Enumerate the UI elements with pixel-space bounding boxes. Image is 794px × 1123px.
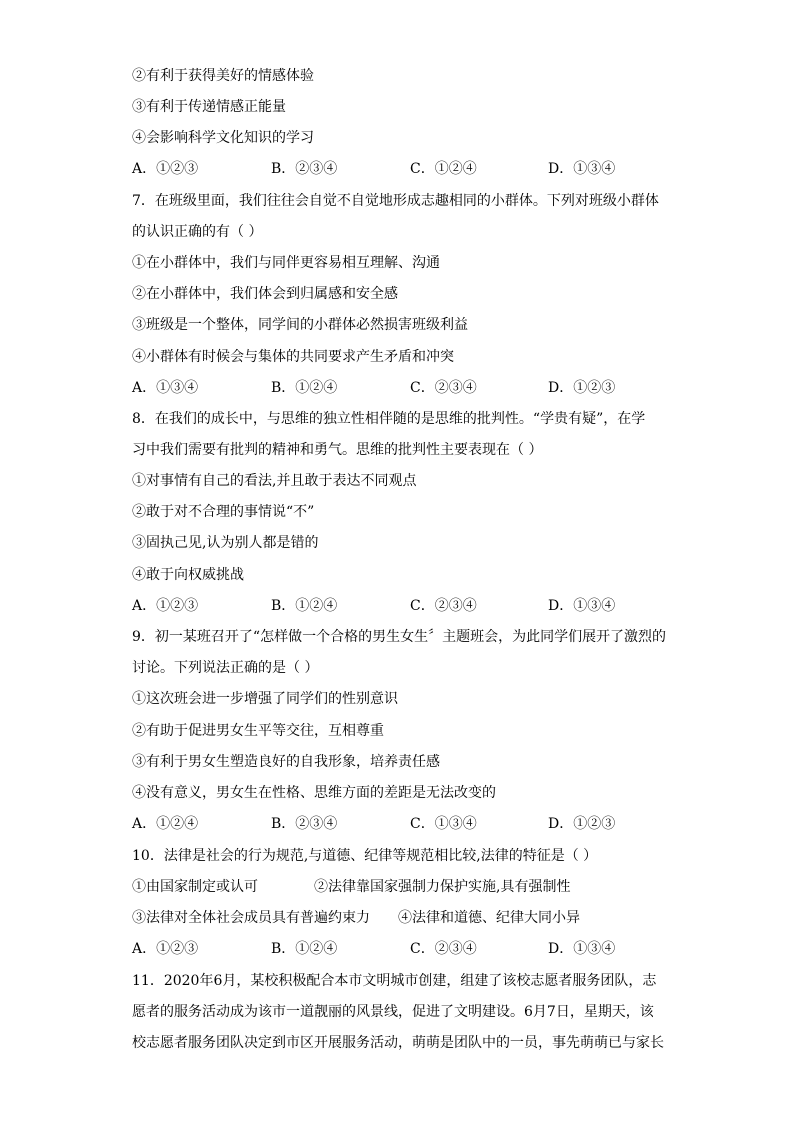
q7-item-1: ①在小群体中，我们与同伴更容易相互理解、沟通: [132, 255, 440, 271]
q9-option-c: C．①③④: [410, 816, 477, 832]
q9-stem-line-2: 讨论。下列说法正确的是（ ）: [132, 660, 319, 676]
q10-items-row-1: [132, 876, 692, 898]
q6-option-c: C．①②④: [410, 161, 477, 177]
q10-items-row-2: [132, 907, 692, 929]
q8-option-c: C．②③④: [410, 598, 477, 614]
q10-item-2: ②法律靠国家强制力保护实施,具有强制性: [314, 879, 571, 895]
q7-options: [132, 377, 672, 399]
q7-stem-line-2: 的认识正确的有（ ）: [132, 224, 263, 240]
q8-stem-line-1: 8．在我们的成长中，与思维的独立性相伴随的是思维的批判性。“学贵有疑”，在学: [132, 411, 646, 427]
q10-option-d: D．①③④: [548, 941, 616, 957]
q8-options: [132, 595, 672, 617]
q7-item-3: ③班级是一个整体，同学间的小群体必然损害班级利益: [132, 317, 468, 333]
q6-item-3: ③有利于传递情感正能量: [132, 99, 286, 115]
q11-stem-line-2: 愿者的服务活动成为该市一道靓丽的风景线，促进了文明建设。6月7日，星期天，该: [132, 1004, 654, 1020]
q6-item-2: ②有利于获得美好的情感体验: [132, 68, 314, 84]
q9-item-1: ①这次班会进一步增强了同学们的性别意识: [132, 691, 398, 707]
q8-option-d: D．①③④: [548, 598, 616, 614]
q7-item-4: ④小群体有时候会与集体的共同要求产生矛盾和冲突: [132, 349, 454, 365]
q9-item-4: ④没有意义，男女生在性格、思维方面的差距是无法改变的: [132, 785, 496, 801]
q9-option-a: A．①②④: [132, 816, 199, 832]
q7-stem-line-1: 7．在班级里面，我们往往会自觉不自觉地形成志趣相同的小群体。下列对班级小群体: [132, 193, 659, 209]
q8-item-2: ②敢于对不合理的事情说“不”: [132, 504, 315, 520]
q10-option-a: A．①②③: [132, 941, 199, 957]
q11-stem-line-3: 校志愿者服务团队决定到市区开展服务活动，萌萌是团队中的一员，事先萌萌已与家长: [132, 1035, 664, 1051]
q7-option-c: C．②③④: [410, 380, 477, 396]
q6-option-a: A．①②③: [132, 161, 199, 177]
q7-item-2: ②在小群体中，我们体会到归属感和安全感: [132, 286, 398, 302]
q8-option-b: B．①②④: [271, 598, 338, 614]
q10-item-4: ④法律和道德、纪律大同小异: [398, 910, 580, 926]
q9-options: [132, 813, 672, 835]
q7-option-a: A．①③④: [132, 380, 199, 396]
q11-stem-line-1: 11．2020年6月，某校积极配合本市文明城市创建，组建了该校志愿者服务团队，志: [132, 973, 657, 989]
q10-item-1: ①由国家制定或认可: [132, 879, 258, 895]
q9-stem-line-1: 9．初一某班召开了“怎样做一个合格的男生女生〞主题班会，为此同学们展开了激烈的: [132, 629, 667, 645]
q6-option-b: B．②③④: [271, 161, 338, 177]
q10-stem: 10．法律是社会的行为规范,与道德、纪律等规范相比较,法律的特征是（ ）: [132, 848, 598, 864]
q7-option-b: B．①②④: [271, 380, 338, 396]
q6-item-4: ④会影响科学文化知识的学习: [132, 130, 314, 146]
q6-options: [132, 158, 672, 180]
q7-option-d: D．①②③: [548, 380, 616, 396]
q10-options: [132, 938, 672, 960]
q10-option-b: B．①②④: [271, 941, 338, 957]
q8-stem-line-2: 习中我们需要有批判的精神和勇气。思维的批判性主要表现在（ ）: [132, 442, 543, 458]
q9-item-2: ②有助于促进男女生平等交往，互相尊重: [132, 723, 384, 739]
q9-item-3: ③有利于男女生塑造良好的自我形象，培养责任感: [132, 754, 440, 770]
q10-option-c: C．②③④: [410, 941, 477, 957]
q9-option-b: B．②③④: [271, 816, 338, 832]
q8-item-4: ④敢于向权威挑战: [132, 567, 244, 583]
q9-option-d: D．①②③: [548, 816, 616, 832]
q6-option-d: D．①③④: [548, 161, 616, 177]
q8-option-a: A．①②③: [132, 598, 199, 614]
q8-item-3: ③固执己见,认为别人都是错的: [132, 535, 319, 551]
q8-item-1: ①对事情有自己的看法,并且敢于表达不同观点: [132, 473, 417, 489]
q10-item-3: ③法律对全体社会成员具有普遍约束力: [132, 910, 370, 926]
